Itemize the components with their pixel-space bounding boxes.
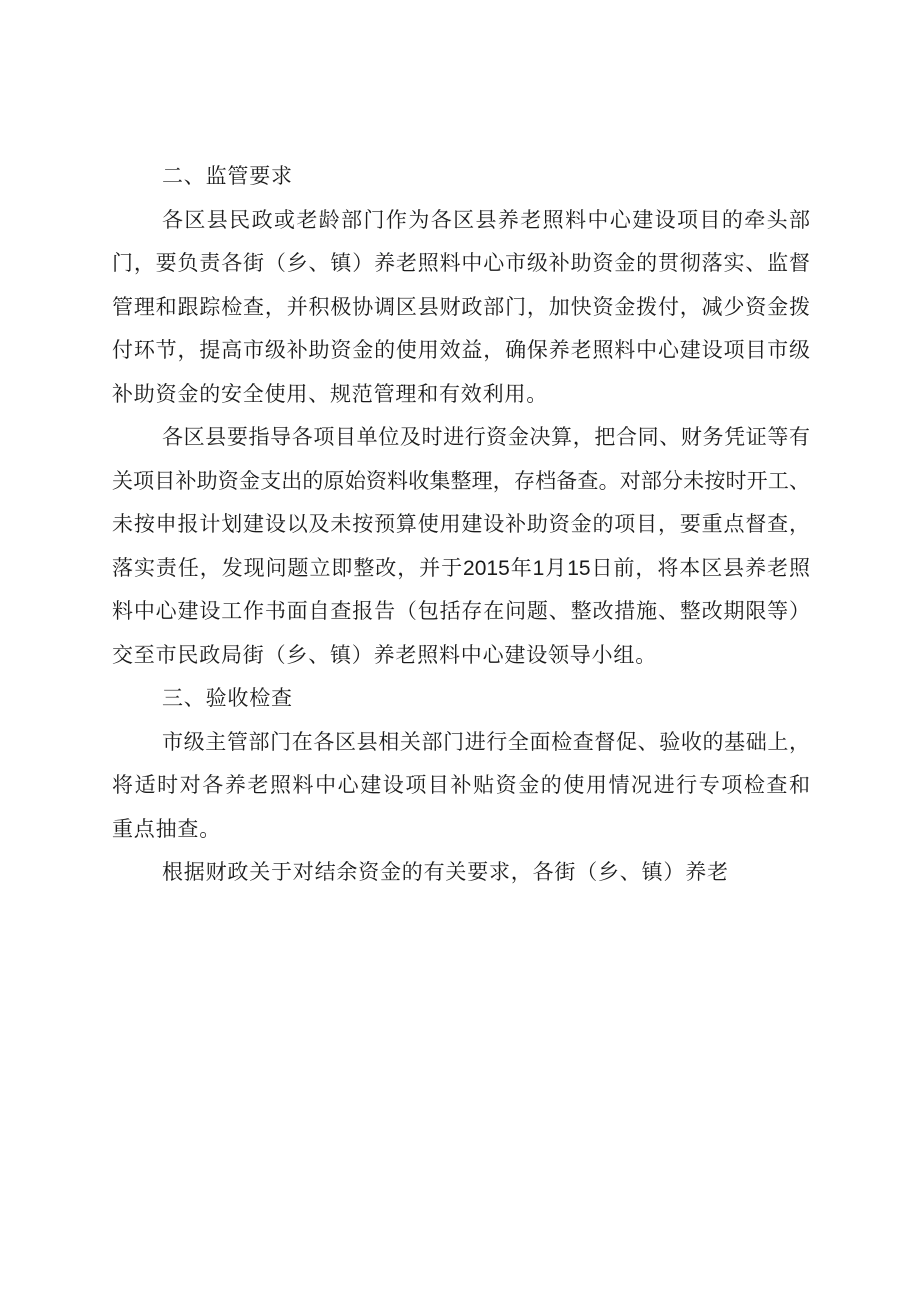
paragraph-line: 管理和跟踪检查，并积极协调区县财政部门，加快资金拨付，减少资金拨 [112, 295, 810, 319]
paragraph-line: 补助资金的安全使用、规范管理和有效利用。 [112, 382, 548, 406]
paragraph-line: 门，要负责各街（乡、镇）养老照料中心市级补助资金的贯彻落实、监督 [112, 252, 810, 275]
section-heading-supervision-requirements: 二、监管要求 [162, 165, 293, 188]
paragraph-line: 关项目补助资金支出的原始资料收集整理，存档备查。对部分未按时开工、 [112, 469, 810, 493]
paragraph-line: 各区县要指导各项目单位及时进行资金决算，把合同、财务凭证等有 [162, 426, 810, 449]
paragraph-line: 落实责任，发现问题立即整改，并于2015年1月15日前，将本区县养老照 [112, 556, 810, 580]
paragraph-line: 重点抽查。 [112, 817, 221, 841]
paragraph-line: 未按申报计划建设以及未按预算使用建设补助资金的项目，要重点督查， [112, 513, 810, 536]
paragraph-line: 将适时对各养老照料中心建设项目补贴资金的使用情况进行专项检查和 [112, 774, 810, 797]
paragraph-line: 料中心建设工作书面自查报告（包括存在问题、整改措施、整改期限等） [112, 600, 810, 623]
paragraph-line: 市级主管部门在各区县相关部门进行全面检查督促、验收的基础上， [162, 730, 810, 754]
paragraph-line: 付环节，提高市级补助资金的使用效益，确保养老照料中心建设项目市级 [112, 339, 810, 362]
paragraph-line: 根据财政关于对结余资金的有关要求，各街（乡、镇）养老 [162, 861, 729, 884]
paragraph-line: 各区县民政或老龄部门作为各区县养老照料中心建设项目的牵头部 [162, 208, 810, 232]
section-heading-acceptance-inspection: 三、验收检查 [162, 687, 293, 710]
paragraph-line: 交至市民政局街（乡、镇）养老照料中心建设领导小组。 [112, 643, 657, 667]
